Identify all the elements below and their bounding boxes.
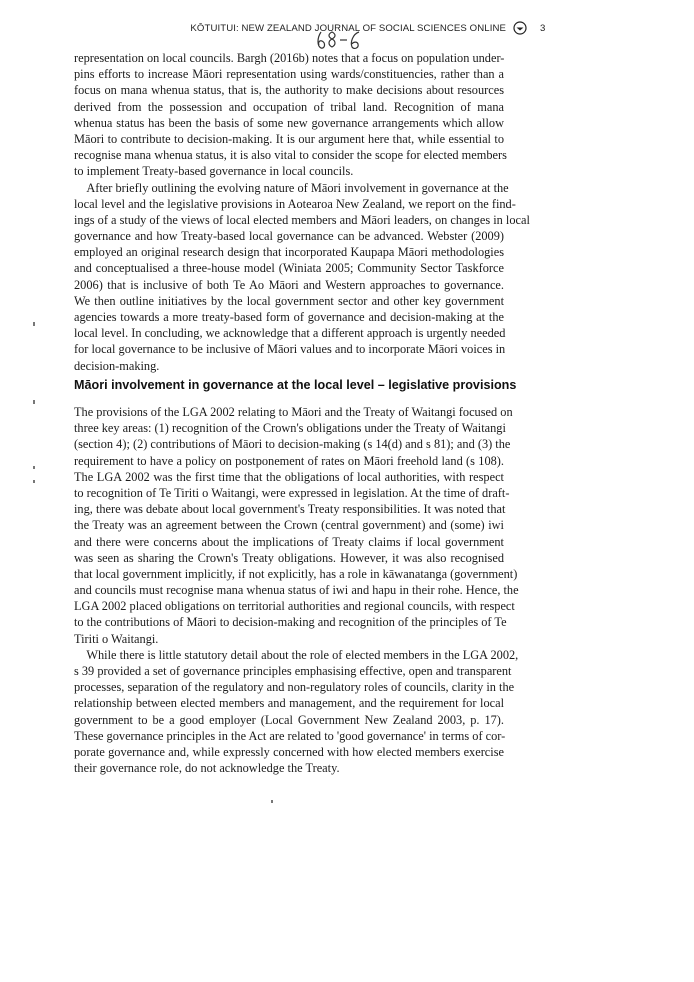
body-text-top bbox=[74, 50, 530, 374]
text-line: local level. In concluding, we acknowledge that a different approach is urgently needed bbox=[74, 326, 506, 341]
text-line: Māori to contribute to decision-making. It is our argument here that, while essential to bbox=[74, 131, 504, 146]
publisher-logo-icon bbox=[513, 21, 527, 35]
text-line: requirement to have a policy on postponement of rates on Māori freehold land (s 108). bbox=[74, 453, 504, 468]
text-line: LGA 2002 placed obligations on territorial authorities and regional councils, with respect bbox=[74, 599, 515, 614]
margin-mark bbox=[33, 480, 35, 483]
page-number: 3 bbox=[540, 23, 546, 34]
running-header: KŌTUITUI: NEW ZEALAND JOURNAL OF SOCIAL SCIENCES ONLINE bbox=[190, 23, 506, 34]
margin-mark bbox=[271, 800, 273, 803]
text-line: derived from the possession and occupation of tribal land. Recognition of mana bbox=[74, 99, 504, 114]
text-line: local level and the legislative provisions in Aotearoa New Zealand, we report on the find- bbox=[74, 196, 516, 211]
text-line: processes, separation of the regulatory and non-regulatory roles of councils, clarity in the bbox=[74, 680, 515, 695]
text-line: We then outline initiatives by the local government sector and other key government bbox=[74, 293, 504, 308]
text-line: 2006) that is inclusive of both Te Ao Māori and Western approaches to governance. bbox=[74, 277, 504, 292]
text-line: whenua status has been the basis of some new governance arrangements which allow bbox=[74, 115, 504, 130]
text-line: governance and how Treaty-based local governance can be advanced. Webster (2009) bbox=[74, 229, 504, 244]
text-line: employed an original research design that incorporated Kaupapa Māori methodologies bbox=[74, 245, 504, 260]
text-line: The LGA 2002 was the first time that the obligations of local authorities, with respect bbox=[74, 469, 504, 484]
text-line: to recognition of Te Tiriti o Waitangi, were expressed in legislation. At the time of draft- bbox=[74, 485, 510, 500]
text-line: the Treaty was an agreement between the Crown (central government) and (some) iwi bbox=[74, 518, 504, 533]
text-line: ings of a study of the views of local elected members and Māori leaders, on changes in local bbox=[74, 212, 530, 227]
text-line: and conceptualised a three-house model (Winiata 2005; Community Sector Taskforce bbox=[74, 261, 504, 276]
text-line: pins efforts to increase Māori representation using wards/constituencies, rather than a bbox=[74, 67, 504, 82]
text-line: The provisions of the LGA 2002 relating to Māori and the Treaty of Waitangi focused on bbox=[74, 405, 513, 419]
text-line: to implement Treaty-based governance in local councils. bbox=[74, 164, 354, 179]
margin-mark bbox=[33, 322, 35, 326]
text-line: agencies towards a more treaty-based form of governance and decision-making at the bbox=[74, 310, 504, 324]
text-line: relationship between elected members and management, and the requirement for local bbox=[74, 696, 504, 711]
margin-mark bbox=[33, 400, 35, 404]
margin-mark bbox=[33, 466, 35, 469]
text-line: government to be a good employer (Local Government New Zealand 2003, p. 17). bbox=[74, 712, 504, 727]
text-line: that local government implicitly, if not explicitly, has a role in kāwanatanga (government) bbox=[74, 566, 518, 581]
section-heading: Māori involvement in governance at the local level – legislative provisions bbox=[74, 378, 517, 392]
text-line: porate governance and, while expressly concerned with how elected members exercise bbox=[74, 744, 504, 759]
text-line: ing, there was debate about local government's Treaty responsibilities. It was noted that bbox=[74, 502, 506, 517]
text-line: Tiriti o Waitangi. bbox=[74, 631, 159, 646]
text-line: and councils must recognise mana whenua status of iwi and hapu in their rohe. Hence, the bbox=[74, 583, 519, 598]
body-text-bottom bbox=[74, 404, 519, 776]
text-line: and there were concerns about the implications of Treaty claims if local government bbox=[74, 534, 504, 549]
text-line: While there is little statutory detail about the role of elected members in the LGA 2002, bbox=[74, 647, 519, 662]
text-line: their governance role, do not acknowledge the Treaty. bbox=[74, 761, 340, 776]
text-line: was seen as sharing the Crown's Treaty obligations. However, it was also recognised bbox=[74, 550, 504, 565]
text-line: three key areas: (1) recognition of the Crown's obligations under the Treaty of Waitangi bbox=[74, 421, 506, 436]
text-line: s 39 provided a set of governance principles emphasising effective, open and transparent bbox=[74, 664, 512, 678]
text-line: decision-making. bbox=[74, 358, 160, 373]
text-line: representation on local councils. Bargh (2016b) notes that a focus on population under- bbox=[74, 51, 505, 65]
text-line: for local governance to be inclusive of Māori values and to incorporate Māori voices in bbox=[74, 342, 506, 357]
text-line: These governance principles in the Act are related to 'good governance' in terms of cor- bbox=[74, 728, 506, 743]
text-line: recognise mana whenua status, it is also vital to consider the scope for elected members bbox=[74, 148, 507, 163]
text-line: to the contributions of Māori to decision-making and recognition of the principles of Te bbox=[74, 615, 507, 630]
text-line: After briefly outlining the evolving nature of Māori involvement in governance at the bbox=[74, 180, 509, 195]
text-line: focus on mana whenua status, that is, the authority to make decisions about resources bbox=[74, 83, 504, 98]
text-line: (section 4); (2) contributions of Māori to decision-making (s 14(d) and s 81); and (3) the bbox=[74, 437, 511, 452]
